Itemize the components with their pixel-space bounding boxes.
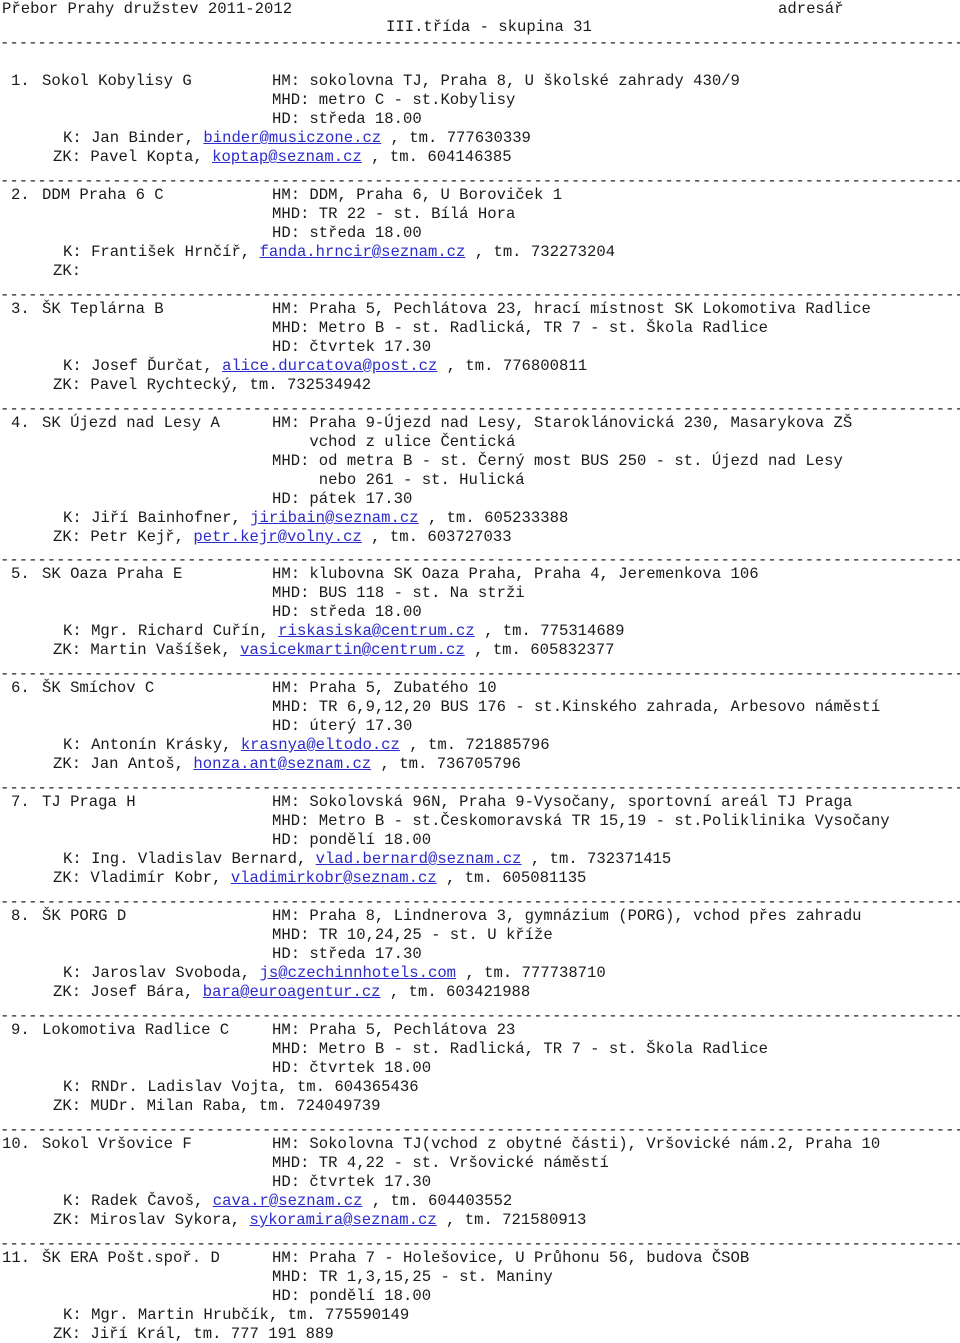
deputy-captain-contact-text: ZK: [53,262,82,280]
separator-line [0,176,960,186]
separator-line [0,1239,960,1249]
captain-contact-email-link[interactable]: jiribain@seznam.cz [250,509,419,527]
deputy-captain-contact [53,1097,381,1116]
deputy-captain-contact [53,376,371,395]
team-name: ŠK ERA Pošt.spoř. D [42,1249,220,1267]
deputy-captain-contact-email-link[interactable]: petr.kejr@volny.cz [193,528,362,546]
competition-title: Přebor Prahy družstev 2011-2012 [2,0,293,18]
captain-contact-phone: , tm. 776800811 [437,357,588,375]
public-transport: MHD: Metro B - st. Radlická, TR 7 - st. Škola Radlice [272,319,768,337]
captain-contact-email-link[interactable]: fanda.hrncir@seznam.cz [259,243,466,261]
venue-address: HM: Praha 7 - Holešovice, U Průhonu 56, budova ČSOB [272,1249,750,1267]
team-number: 1. [11,72,30,90]
deputy-captain-contact-text: ZK: Petr Kejř, [53,528,194,546]
match-day: HD: úterý 17.30 [272,717,413,735]
captain-contact-email-link[interactable]: alice.durcatova@post.cz [222,357,438,375]
separator-line [0,1125,960,1135]
captain-contact-email-link[interactable]: riskasiska@centrum.cz [278,622,475,640]
team-number: 4. [11,414,30,432]
venue-address: HM: Praha 8, Lindnerova 3, gymnázium (PORG), vchod přes zahradu [272,907,862,925]
deputy-captain-contact-phone: , tm. 603421988 [380,983,531,1001]
deputy-captain-contact-text: ZK: Pavel Rychtecký, tm. 732534942 [53,376,372,394]
deputy-captain-contact-phone: , tm. 721580913 [436,1211,587,1229]
deputy-captain-contact-email-link[interactable]: bara@euroagentur.cz [202,983,381,1001]
captain-contact-phone: , tm. 732273204 [465,243,616,261]
team-name: Sokol Vršovice F [42,1135,192,1153]
public-transport: MHD: TR 6,9,12,20 BUS 176 - st.Kinského zahrada, Arbesovo náměstí [272,698,881,716]
captain-contact-text: K: Ing. Vladislav Bernard, [63,850,316,868]
separator-line [0,290,960,300]
captain-contact [63,509,568,528]
deputy-captain-contact [53,148,512,167]
deputy-captain-contact-text: ZK: Martin Vašíšek, [53,641,241,659]
captain-contact [63,622,624,641]
captain-contact-phone: , tm. 777630339 [381,129,531,147]
match-day: HD: čtvrtek 17.30 [272,1173,432,1191]
venue-address: HM: Praha 9-Újezd nad Lesy, Staroklánovická 230, Masarykova ZŠ [272,414,853,432]
captain-contact-phone: , tm. 732371415 [521,850,672,868]
separator-line [0,1011,960,1021]
deputy-captain-contact-text: ZK: Vladimír Kobr, [53,869,231,887]
deputy-captain-contact-phone: , tm. 736705796 [371,755,521,773]
group-title: III.třída - skupina 31 [386,18,592,36]
separator-line [0,555,960,565]
match-day: HD: pondělí 18.00 [272,831,432,849]
team-number: 6. [11,679,30,697]
deputy-captain-contact-text: ZK: Pavel Kopta, [53,148,213,166]
captain-contact-text: K: Jaroslav Svoboda, [63,964,260,982]
team-name: Lokomotiva Radlice C [42,1021,230,1039]
public-transport: MHD: Metro B - st. Radlická, TR 7 - st. Škola Radlice [272,1040,768,1058]
team-number: 10. [2,1135,31,1153]
deputy-captain-contact-text: ZK: Jiří Král, tm. 777 191 889 [53,1325,334,1343]
team-name: ŠK PORG D [42,907,127,925]
match-day: HD: středa 18.00 [272,603,422,621]
match-day: HD: středa 18.00 [272,110,422,128]
separator-line [0,404,960,414]
captain-contact [63,243,615,262]
captain-contact [63,357,587,376]
venue-address: HM: Praha 5, Pechlátova 23 [272,1021,516,1039]
match-day: HD: čtvrtek 17.30 [272,338,432,356]
deputy-captain-contact [53,755,521,774]
public-transport: MHD: BUS 118 - st. Na strži [272,584,525,602]
deputy-captain-contact-text: ZK: Josef Bára, [53,983,203,1001]
deputy-captain-contact-text: ZK: MUDr. Milan Raba, tm. 724049739 [53,1097,381,1115]
deputy-captain-contact [53,1325,334,1343]
venue-address: HM: sokolovna TJ, Praha 8, U školské zahrady 430/9 [272,72,740,90]
team-name: TJ Praga H [42,793,136,811]
captain-contact-phone: , tm. 605233388 [418,509,569,527]
team-name: DDM Praha 6 C [42,186,164,204]
deputy-captain-contact-email-link[interactable]: sykoramira@seznam.cz [249,1211,437,1229]
match-day: HD: pondělí 18.00 [272,1287,432,1305]
captain-contact [63,1306,409,1325]
deputy-captain-contact-email-link[interactable]: vladimirkobr@seznam.cz [230,869,437,887]
public-transport: nebo 261 - st. Hulická [272,471,525,489]
captain-contact [63,1192,512,1211]
captain-contact [63,850,671,869]
team-number: 3. [11,300,30,318]
public-transport: MHD: Metro B - st.Českomoravská TR 15,19 - st.Poliklinika Vysočany [272,812,890,830]
deputy-captain-contact-email-link[interactable]: koptap@seznam.cz [212,148,362,166]
captain-contact-text: K: Mgr. Martin Hrubčík, tm. 775590149 [63,1306,410,1324]
captain-contact [63,1078,419,1097]
venue-address: HM: Praha 5, Pechlátova 23, hrací místnost SK Lokomotiva Radlice [272,300,871,318]
captain-contact-text: K: Jiří Bainhofner, [63,509,251,527]
captain-contact-phone: , tm. 721885796 [399,736,550,754]
deputy-captain-contact [53,983,530,1002]
deputy-captain-contact-text: ZK: Jan Antoš, [53,755,194,773]
venue-address: HM: DDM, Praha 6, U Boroviček 1 [272,186,563,204]
public-transport: MHD: TR 1,3,15,25 - st. Maniny [272,1268,553,1286]
captain-contact-text: K: Jan Binder, [63,129,204,147]
deputy-captain-contact-phone: , tm. 603727033 [361,528,512,546]
deputy-captain-contact [53,528,512,547]
captain-contact-email-link[interactable]: js@czechinnhotels.com [259,964,457,982]
captain-contact-phone: , tm. 777738710 [456,964,606,982]
deputy-captain-contact-phone: , tm. 604146385 [361,148,512,166]
public-transport: MHD: TR 4,22 - st. Vršovické náměstí [272,1154,609,1172]
venue-address: HM: Sokolovna TJ(vchod z obytné části), Vršovické nám.2, Praha 10 [272,1135,881,1153]
deputy-captain-contact-email-link[interactable]: honza.ant@seznam.cz [193,755,372,773]
captain-contact-text: K: Antonín Krásky, [63,736,241,754]
match-day: HD: pátek 17.30 [272,490,413,508]
captain-contact-text: K: Josef Ďurčat, [63,357,223,375]
public-transport: MHD: metro C - st.Kobylisy [272,91,516,109]
deputy-captain-contact [53,1211,586,1230]
captain-contact-text: K: František Hrnčíř, [63,243,260,261]
team-number: 8. [11,907,30,925]
match-day: HD: čtvrtek 18.00 [272,1059,432,1077]
deputy-captain-contact-email-link[interactable]: vasicekmartin@centrum.cz [240,641,465,659]
match-day: HD: středa 18.00 [272,224,422,242]
team-number: 9. [11,1021,30,1039]
venue-address: HM: Sokolovská 96N, Praha 9-Vysočany, sportovní areál TJ Praga [272,793,853,811]
captain-contact-email-link[interactable]: cava.r@seznam.cz [212,1192,363,1210]
venue-address: HM: klubovna SK Oaza Praha, Praha 4, Jeremenkova 106 [272,565,759,583]
captain-contact-email-link[interactable]: vlad.bernard@seznam.cz [315,850,522,868]
team-number: 7. [11,793,30,811]
deputy-captain-contact-phone: , tm. 605832377 [464,641,615,659]
captain-contact [63,129,531,148]
team-name: ŠK Teplárna B [42,300,164,318]
team-number: 2. [11,186,30,204]
separator-line [0,669,960,679]
captain-contact-text: K: Radek Čavoš, [63,1192,213,1210]
public-transport: MHD: od metra B - st. Černý most BUS 250 - st. Újezd nad Lesy [272,452,843,470]
team-name: Sokol Kobylisy G [42,72,192,90]
match-day: HD: středa 17.30 [272,945,422,963]
document-type: adresář [778,0,844,18]
public-transport: MHD: TR 22 - st. Bílá Hora [272,205,516,223]
team-name: SK Újezd nad Lesy A [42,414,220,432]
deputy-captain-contact-text: ZK: Miroslav Sykora, [53,1211,250,1229]
captain-contact [63,964,606,983]
captain-contact-email-link[interactable]: binder@musiczone.cz [203,129,382,147]
separator-line [0,38,960,48]
team-name: ŠK Smíchov C [42,679,155,697]
separator-line [0,783,960,793]
public-transport: MHD: TR 10,24,25 - st. U kříže [272,926,553,944]
deputy-captain-contact [53,869,586,888]
team-number: 11. [2,1249,31,1267]
deputy-captain-contact [53,641,614,660]
captain-contact-text: K: Mgr. Richard Cuřín, [63,622,279,640]
venue-address: vchod z ulice Čentická [272,433,516,451]
team-name: SK Oaza Praha E [42,565,183,583]
captain-contact [63,736,550,755]
captain-contact-text: K: RNDr. Ladislav Vojta, tm. 604365436 [63,1078,419,1096]
separator-line [0,897,960,907]
team-number: 5. [11,565,30,583]
captain-contact-phone: , tm. 604403552 [362,1192,513,1210]
captain-contact-phone: , tm. 775314689 [474,622,625,640]
venue-address: HM: Praha 5, Zubatého 10 [272,679,497,697]
deputy-captain-contact-phone: , tm. 605081135 [436,869,587,887]
captain-contact-email-link[interactable]: krasnya@eltodo.cz [240,736,400,754]
deputy-captain-contact [53,262,81,281]
